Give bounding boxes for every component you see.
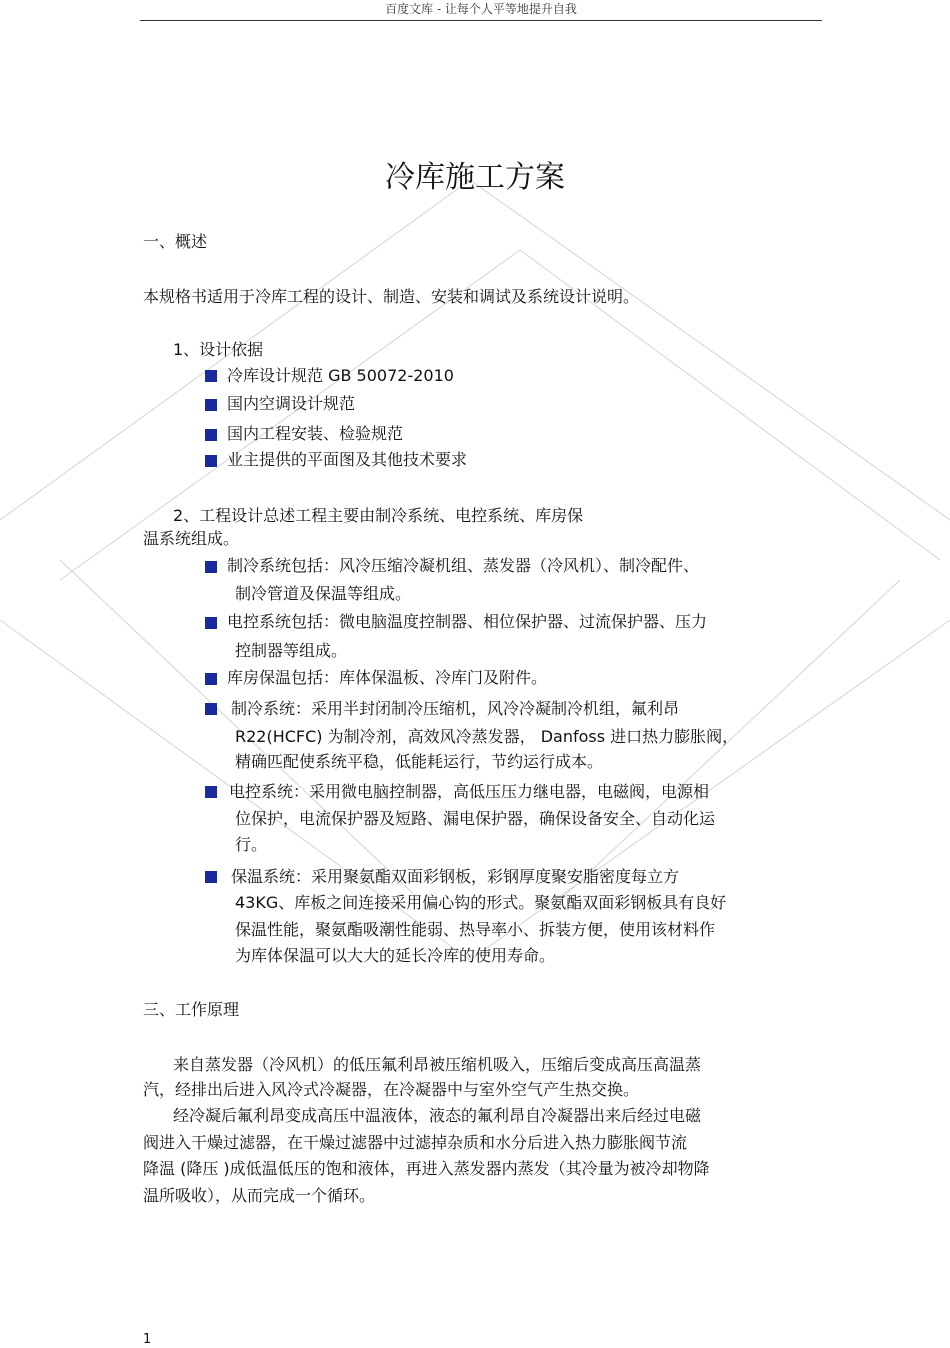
system-item-line: 行。 bbox=[235, 835, 268, 854]
system-item-line: 为库体保温可以大大的延长冷库的使用寿命。 bbox=[235, 946, 556, 965]
principle-paragraph-line: 汽，经排出后进入风冷式冷凝器，在冷凝器中与室外空气产生热交换。 bbox=[143, 1080, 640, 1099]
system-item-line: 精确匹配使系统平稳，低能耗运行，节约运行成本。 bbox=[235, 752, 604, 771]
system-item-line: 保温系统：采用聚氨酯双面彩钢板，彩钢厚度聚安脂密度每立方 bbox=[231, 867, 680, 886]
principle-paragraph-line: 阀进入干燥过滤器，在干燥过滤器中过滤掉杂质和水分后进入热力膨胀阀节流 bbox=[143, 1133, 688, 1152]
design-summary-line: 2、工程设计总述工程主要由制冷系统、电控系统、库房保 bbox=[173, 506, 584, 525]
document-title: 冷库施工方案 bbox=[385, 160, 565, 195]
bullet-square-icon bbox=[205, 370, 217, 382]
system-item-line: 制冷管道及保温等组成。 bbox=[235, 584, 412, 603]
bullet-square-icon bbox=[205, 786, 217, 798]
section1-heading: 一、概述 bbox=[143, 232, 208, 251]
bullet-square-icon bbox=[205, 561, 217, 573]
system-item-line: 位保护，电流保护器及短路、漏电保护器，确保设备安全、自动化运 bbox=[235, 809, 716, 828]
system-item-line: 43KG、库板之间连接采用偏心钩的形式。聚氨酯双面彩钢板具有良好 bbox=[235, 893, 727, 912]
system-item-line: 库房保温包括：库体保温板、冷库门及附件。 bbox=[227, 668, 548, 687]
system-item-line: R22(HCFC) 为制冷剂，高效风冷蒸发器， Danfoss 进口热力膨胀阀， bbox=[235, 727, 739, 746]
section1-intro: 本规格书适用于冷库工程的设计、制造、安装和调试及系统设计说明。 bbox=[143, 287, 640, 306]
design-basis-item: 业主提供的平面图及其他技术要求 bbox=[227, 450, 468, 469]
bullet-square-icon bbox=[205, 429, 217, 441]
principle-paragraph-line: 降温 (降压 )成低温低压的饱和液体，再进入蒸发器内蒸发（其冷量为被冷却物降 bbox=[143, 1159, 710, 1178]
page-header: 百度文库 - 让每个人平等地提升自我 bbox=[140, 0, 822, 21]
bullet-square-icon bbox=[205, 871, 217, 883]
bullet-square-icon bbox=[205, 673, 217, 685]
design-basis-item: 国内空调设计规范 bbox=[227, 394, 356, 413]
principle-paragraph-line: 经冷凝后氟利昂变成高压中温液体，液态的氟利昂自冷凝器出来后经过电磁 bbox=[173, 1106, 702, 1125]
bullet-square-icon bbox=[205, 455, 217, 467]
system-item-line: 制冷系统包括：风冷压缩冷凝机组、蒸发器（冷风机）、制冷配件、 bbox=[227, 556, 700, 575]
design-basis-item: 冷库设计规范 GB 50072-2010 bbox=[227, 366, 454, 385]
system-item-line: 制冷系统：采用半封闭制冷压缩机，风冷冷凝制冷机组，氟利昂 bbox=[231, 699, 680, 718]
bullet-square-icon bbox=[205, 399, 217, 411]
system-item-line: 保温性能，聚氨酯吸潮性能弱、热导率小、拆装方便，使用该材料作 bbox=[235, 920, 716, 939]
system-item-line: 电控系统包括：微电脑温度控制器、相位保护器、过流保护器、压力 bbox=[227, 612, 708, 631]
bullet-square-icon bbox=[205, 703, 217, 715]
design-basis-item: 国内工程安装、检验规范 bbox=[227, 424, 404, 443]
page-number: 1 bbox=[143, 1332, 152, 1347]
system-item-line: 电控系统：采用微电脑控制器，高低压压力继电器，电磁阀，电源相 bbox=[229, 782, 710, 801]
design-summary-line: 温系统组成。 bbox=[143, 529, 240, 548]
principle-paragraph-line: 温所吸收），从而完成一个循环。 bbox=[143, 1186, 376, 1205]
system-item-line: 控制器等组成。 bbox=[235, 641, 348, 660]
design-basis-heading: 1、设计依据 bbox=[173, 340, 264, 359]
principle-paragraph-line: 来自蒸发器（冷风机）的低压氟利昂被压缩机吸入，压缩后变成高压高温蒸 bbox=[173, 1055, 702, 1074]
section3-heading: 三、工作原理 bbox=[143, 1000, 240, 1019]
bullet-square-icon bbox=[205, 617, 217, 629]
